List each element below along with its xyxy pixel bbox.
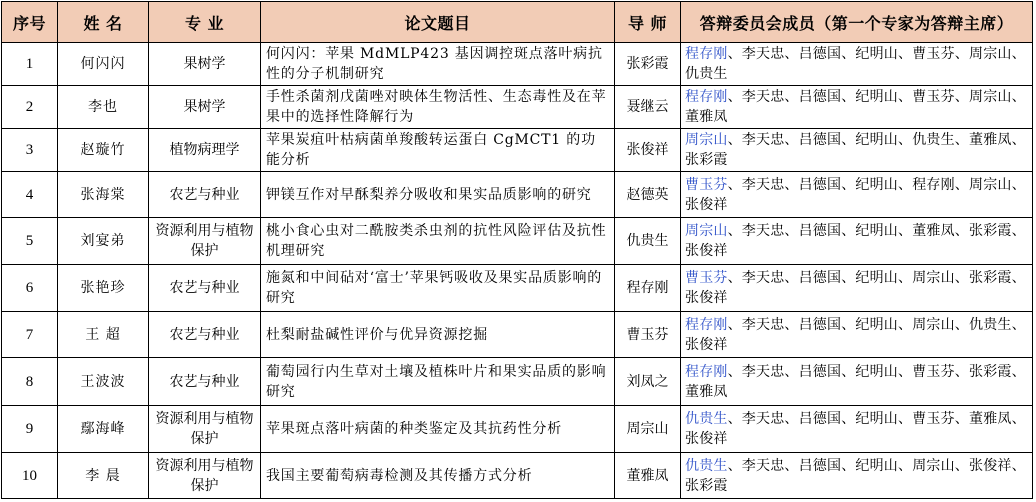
advisor-name: 曹玉芬 — [615, 312, 681, 358]
student-major: 资源利用与植物保护 — [149, 218, 261, 265]
thesis-title: 杜梨耐盐碱性评价与优异资源挖掘 — [261, 312, 615, 358]
student-major: 资源利用与植物保护 — [149, 453, 261, 499]
student-name: 王 超 — [58, 312, 149, 358]
student-major: 果树学 — [149, 43, 261, 86]
row-index: 5 — [2, 218, 58, 265]
header-major: 专 业 — [149, 2, 261, 43]
advisor-name: 程存刚 — [615, 265, 681, 312]
defense-schedule — [1, 1, 1033, 499]
thesis-title: 钾镁互作对早酥梨养分吸收和果实品质影响的研究 — [261, 172, 615, 218]
row-index: 3 — [2, 129, 58, 172]
thesis-title: 葡萄园行内生草对土壤及植株叶片和果实品质的影响研究 — [261, 358, 615, 406]
student-name: 王波波 — [58, 358, 149, 406]
committee-members — [681, 453, 1033, 499]
table-header — [2, 2, 1033, 43]
committee-chair: 周宗山 — [685, 223, 728, 239]
row-index: 6 — [2, 265, 58, 312]
table-body — [2, 43, 1033, 499]
committee-others: 、李天忠、吕德国、纪明山、周宗山、张彩霞、张俊祥 — [685, 270, 1026, 306]
header-advisor: 导 师 — [615, 2, 681, 43]
committee-chair: 曹玉芬 — [685, 176, 728, 193]
student-major: 农艺与种业 — [149, 265, 261, 312]
table-row — [2, 312, 1033, 358]
advisor-name: 张俊祥 — [615, 129, 681, 172]
advisor-name: 赵德英 — [615, 172, 681, 218]
header-name: 姓 名 — [58, 2, 149, 43]
thesis-title: 苹果炭疽叶枯病菌单羧酸转运蛋白 CgMCT1 的功能分析 — [261, 129, 615, 172]
student-major: 农艺与种业 — [149, 172, 261, 218]
student-major: 资源利用与植物保护 — [149, 406, 261, 453]
student-name: 鄢海峰 — [58, 406, 149, 453]
table-row — [2, 129, 1033, 172]
committee-members — [681, 43, 1033, 86]
committee-others: 、李天忠、吕德国、纪明山、曹玉芬、周宗山、仇贵生 — [685, 46, 1026, 82]
committee-members — [681, 358, 1033, 406]
row-index: 8 — [2, 358, 58, 406]
header-committee: 答辩委员会成员（第一个专家为答辩主席） — [681, 2, 1033, 43]
advisor-name: 刘凤之 — [615, 358, 681, 406]
row-index: 4 — [2, 172, 58, 218]
advisor-name: 聂继云 — [615, 86, 681, 129]
committee-chair: 程存刚 — [685, 89, 728, 105]
table-row — [2, 453, 1033, 499]
student-name: 张海棠 — [58, 172, 149, 218]
committee-chair: 程存刚 — [685, 46, 728, 62]
student-major: 农艺与种业 — [149, 312, 261, 358]
advisor-name: 张彩霞 — [615, 43, 681, 86]
thesis-title: 我国主要葡萄病毒检测及其传播方式分析 — [261, 453, 615, 499]
committee-chair: 曹玉芬 — [685, 270, 728, 286]
table-row — [2, 172, 1033, 218]
committee-others: 、李天忠、吕德国、纪明山、周宗山、仇贵生、张俊祥 — [685, 316, 1026, 353]
student-major: 农艺与种业 — [149, 358, 261, 406]
committee-members — [681, 172, 1033, 218]
advisor-name: 董雅凤 — [615, 453, 681, 499]
thesis-title: 施氮和中间砧对‘富士’苹果钙吸收及果实品质影响的研究 — [261, 265, 615, 312]
committee-chair: 程存刚 — [685, 316, 728, 333]
row-index: 2 — [2, 86, 58, 129]
committee-members — [681, 312, 1033, 358]
defense-table — [1, 1, 1033, 499]
student-name: 李也 — [58, 86, 149, 129]
table-row — [2, 406, 1033, 453]
committee-members — [681, 86, 1033, 129]
thesis-title: 何闪闪：苹果 MdMLP423 基因调控斑点落叶病抗性的分子机制研究 — [261, 43, 615, 86]
table-row — [2, 43, 1033, 86]
student-major: 植物病理学 — [149, 129, 261, 172]
table-row — [2, 218, 1033, 265]
committee-others: 、李天忠、吕德国、纪明山、曹玉芬、张彩霞、董雅凤 — [685, 363, 1026, 400]
table-row — [2, 265, 1033, 312]
committee-members — [681, 406, 1033, 453]
thesis-title: 桃小食心虫对二酰胺类杀虫剂的抗性风险评估及抗性机理研究 — [261, 218, 615, 265]
committee-chair: 周宗山 — [685, 132, 728, 148]
committee-others: 、李天忠、吕德国、纪明山、曹玉芬、周宗山、董雅凤 — [685, 89, 1026, 125]
committee-others: 、李天忠、吕德国、纪明山、董雅凤、张彩霞、张俊祥 — [685, 223, 1026, 259]
table-row — [2, 358, 1033, 406]
committee-others: 、李天忠、吕德国、纪明山、曹玉芬、董雅凤、张俊祥 — [685, 411, 1026, 447]
row-index: 7 — [2, 312, 58, 358]
committee-others: 、李天忠、吕德国、纪明山、程存刚、周宗山、张俊祥 — [685, 176, 1026, 213]
committee-others: 、李天忠、吕德国、纪明山、仇贵生、董雅凤、张彩霞 — [685, 132, 1026, 168]
student-name: 刘宴弟 — [58, 218, 149, 265]
thesis-title: 手性杀菌剂戊菌唑对映体生物活性、生态毒性及在苹果中的选择性降解行为 — [261, 86, 615, 129]
student-major: 果树学 — [149, 86, 261, 129]
committee-chair: 仇贵生 — [685, 457, 728, 474]
student-name: 何闪闪 — [58, 43, 149, 86]
advisor-name: 仇贵生 — [615, 218, 681, 265]
committee-members — [681, 265, 1033, 312]
thesis-title: 苹果斑点落叶病菌的种类鉴定及其抗药性分析 — [261, 406, 615, 453]
committee-chair: 仇贵生 — [685, 411, 728, 427]
committee-chair: 程存刚 — [685, 363, 728, 380]
header-row — [2, 2, 1033, 43]
table-row — [2, 86, 1033, 129]
committee-members — [681, 129, 1033, 172]
header-index: 序号 — [2, 2, 58, 43]
row-index: 9 — [2, 406, 58, 453]
committee-others: 、李天忠、吕德国、纪明山、周宗山、张俊祥、张彩霞 — [685, 457, 1026, 494]
row-index: 1 — [2, 43, 58, 86]
student-name: 赵璇竹 — [58, 129, 149, 172]
header-title: 论文题目 — [261, 2, 615, 43]
row-index: 10 — [2, 453, 58, 499]
student-name: 张艳珍 — [58, 265, 149, 312]
committee-members — [681, 218, 1033, 265]
advisor-name: 周宗山 — [615, 406, 681, 453]
student-name: 李 晨 — [58, 453, 149, 499]
